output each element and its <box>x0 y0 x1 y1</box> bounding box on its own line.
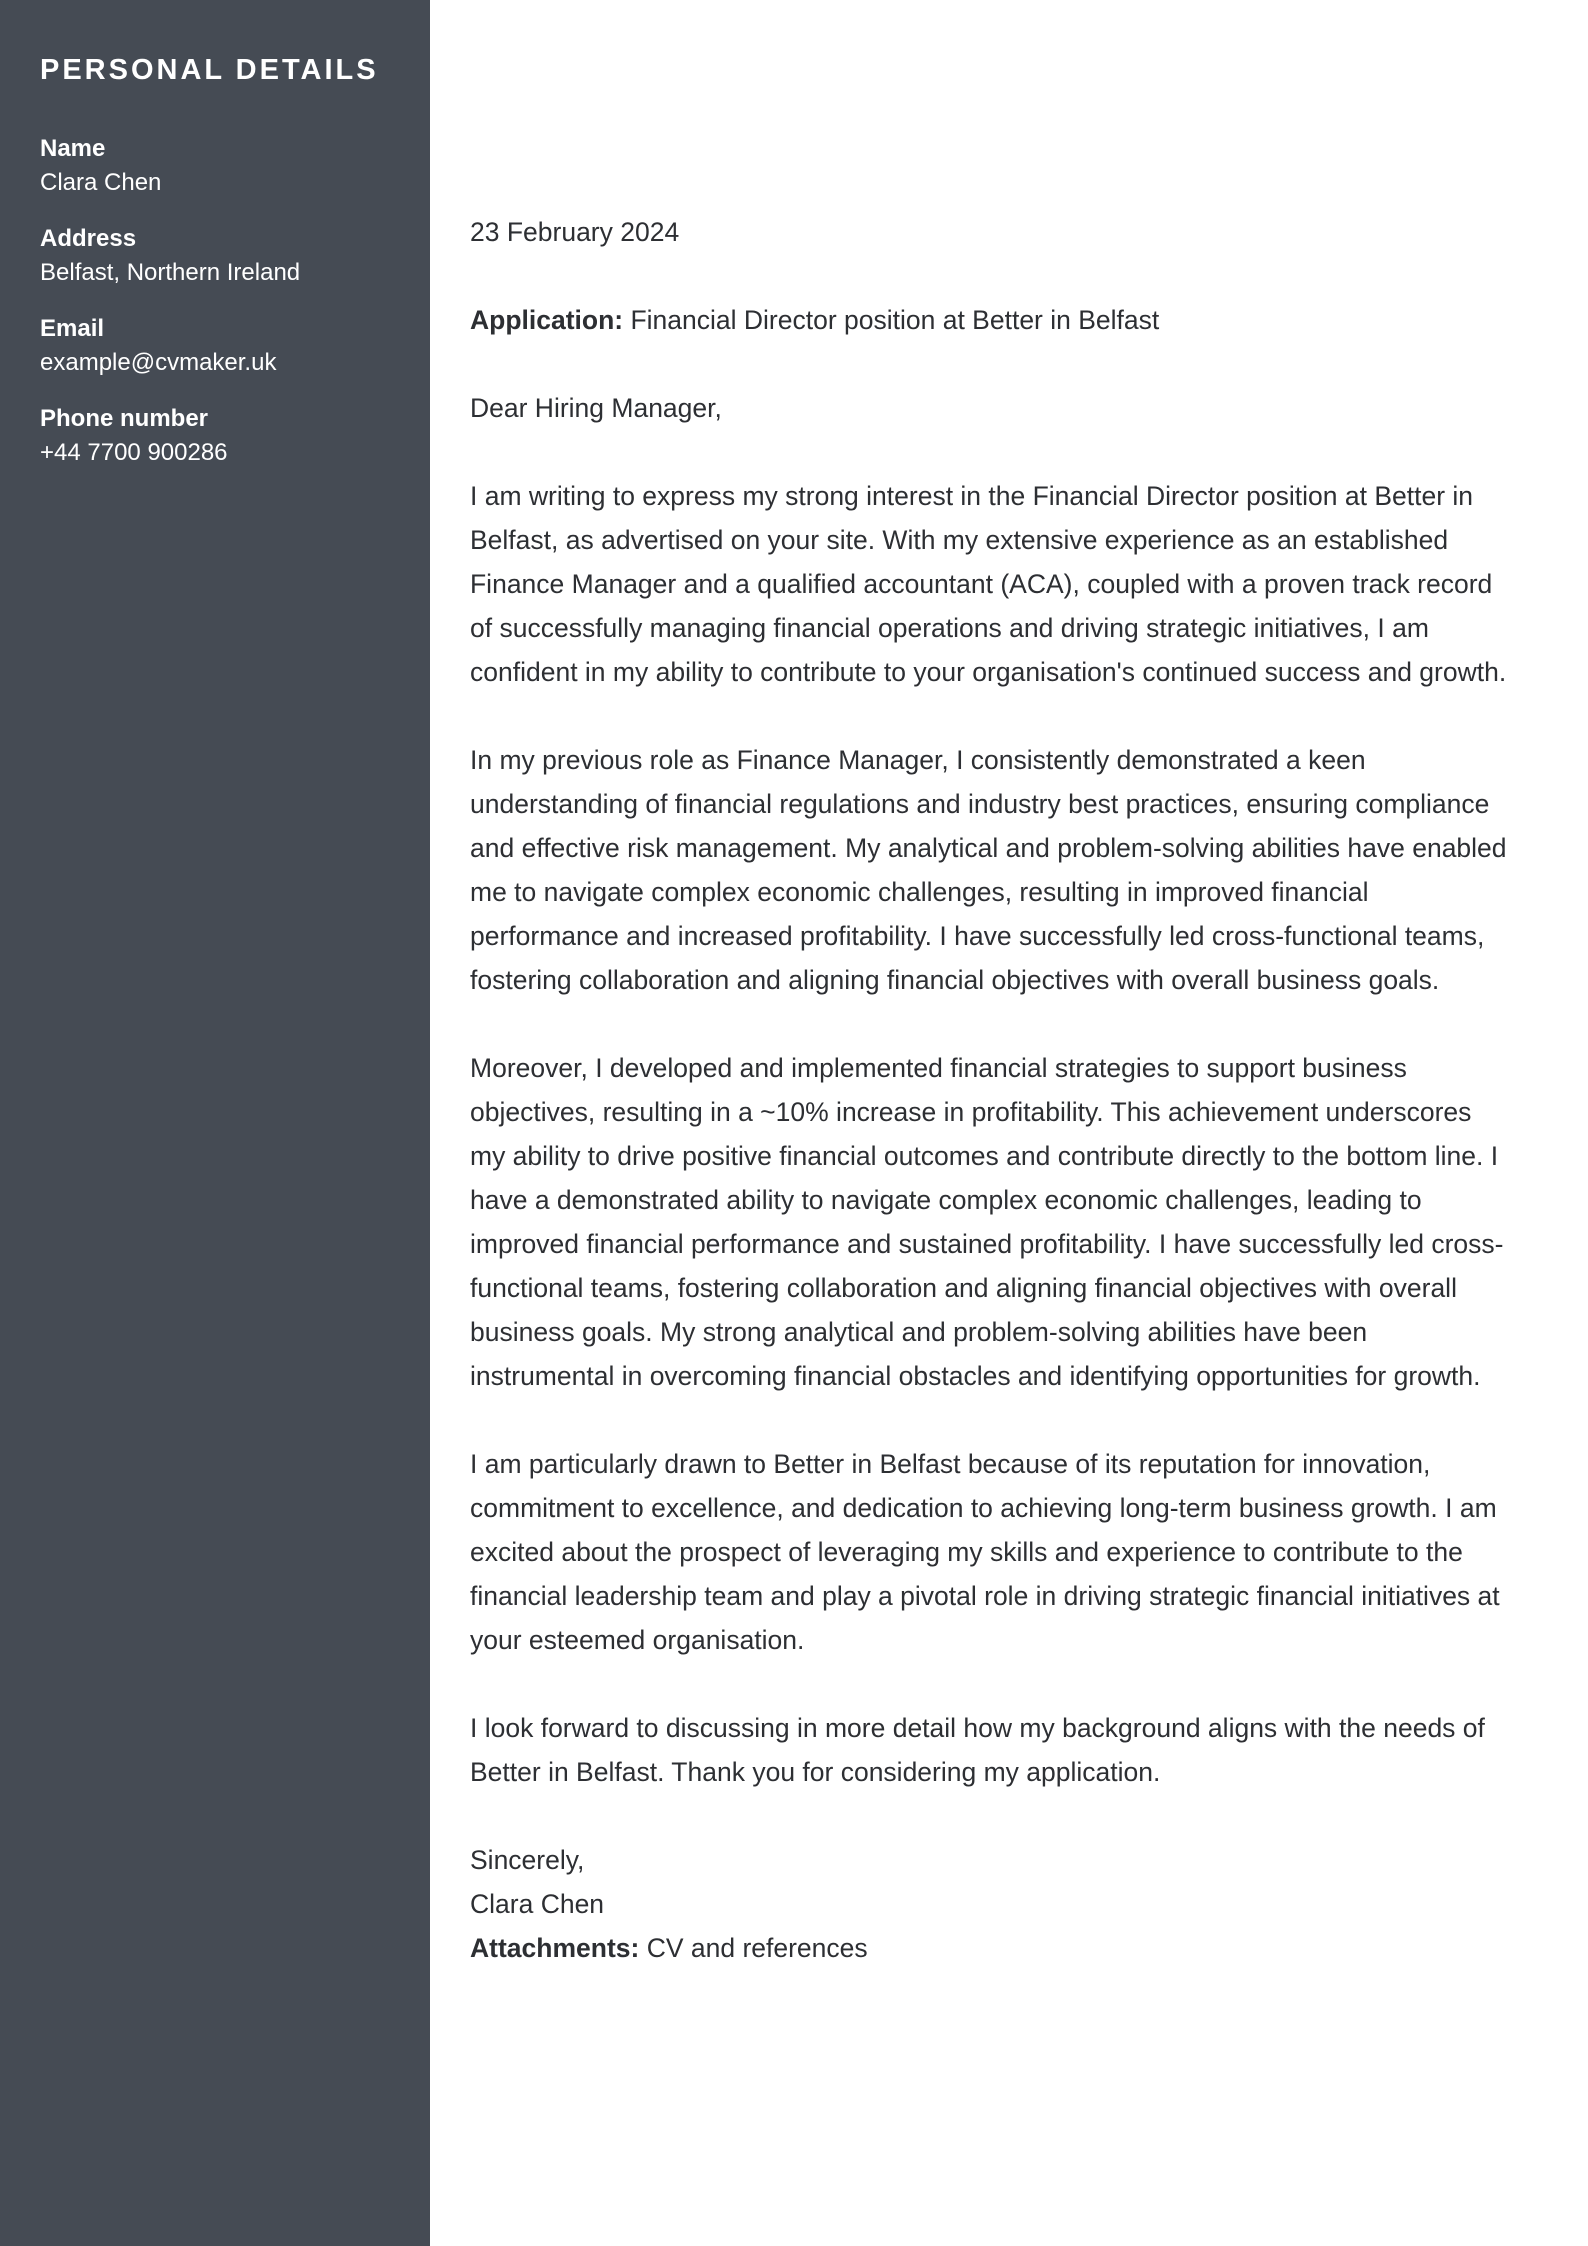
attachments-line <box>470 1926 1510 1970</box>
detail-value: Clara Chen <box>40 169 162 196</box>
letter-body <box>470 210 1510 1970</box>
detail-value: +44 7700 900286 <box>40 439 228 466</box>
attachments-value: CV and references <box>639 1933 868 1963</box>
detail-email <box>40 312 390 380</box>
detail-phone <box>40 402 390 470</box>
detail-name <box>40 132 390 200</box>
detail-label: Name <box>40 135 106 162</box>
paragraph-2: In my previous role as Finance Manager, I consistently demonstrated a keen understanding of financial regulations and industry best practices, ensuring compliance and effective risk management. My analytical and problem-solving abilities have enabled me to navigate complex economic challenges, resulting in improved financial performance and increased profitability. I have successfully led cross-functional teams, fostering collaboration and aligning financial objectives with overall business goals. <box>470 745 1507 995</box>
detail-label: Phone number <box>40 405 209 432</box>
detail-value[interactable]: example@cvmaker.uk <box>40 349 277 376</box>
paragraph-5: I look forward to discussing in more detail how my background aligns with the needs of Better in Belfast. Thank you for considering my application. <box>470 1713 1485 1787</box>
paragraph-4: I am particularly drawn to Better in Belfast because of its reputation for innovation, commitment to excellence, and dedication to achieving long-term business growth. I am excited about the prospect of leveraging my skills and experience to contribute to the financial leadership team and play a pivotal role in driving strategic financial initiatives at your esteemed organisation. <box>470 1449 1500 1655</box>
paragraph-1: I am writing to express my strong interest in the Financial Director position at Better in Belfast, as advertised on your site. With my extensive experience as an established Finance Manager and a qualified accountant (ACA), coupled with a proven track record of successfully managing financial operations and driving strategic initiatives, I am confident in my ability to contribute to your organisation's continued success and growth. <box>470 481 1507 687</box>
sidebar-title: PERSONAL DETAILS <box>40 54 379 86</box>
attachments-label: Attachments: <box>470 1933 640 1963</box>
application-line <box>470 298 1510 342</box>
signature: Clara Chen <box>470 1889 605 1919</box>
personal-details-sidebar <box>0 0 430 2246</box>
detail-label: Email <box>40 315 105 342</box>
detail-label: Address <box>40 225 137 252</box>
application-label: Application: <box>470 305 624 335</box>
closing: Sincerely, <box>470 1845 585 1875</box>
application-value: Financial Director position at Better in Belfast <box>623 305 1160 335</box>
paragraph-3: Moreover, I developed and implemented financial strategies to support business objectives, resulting in a ~10% increase in profitability. This achievement underscores my ability to drive positive financial outcomes and contribute directly to the bottom line. I have a demonstrated ability to navigate complex economic challenges, leading to improved financial performance and sustained profitability. I have successfully led cross-functional teams, fostering collaboration and aligning financial objectives with overall business goals. My strong analytical and problem-solving abilities have been instrumental in overcoming financial obstacles and identifying opportunities for growth. <box>470 1053 1504 1391</box>
salutation: Dear Hiring Manager, <box>470 393 722 423</box>
letter-date: 23 February 2024 <box>470 217 680 247</box>
detail-address <box>40 222 390 290</box>
detail-value: Belfast, Northern Ireland <box>40 259 301 286</box>
